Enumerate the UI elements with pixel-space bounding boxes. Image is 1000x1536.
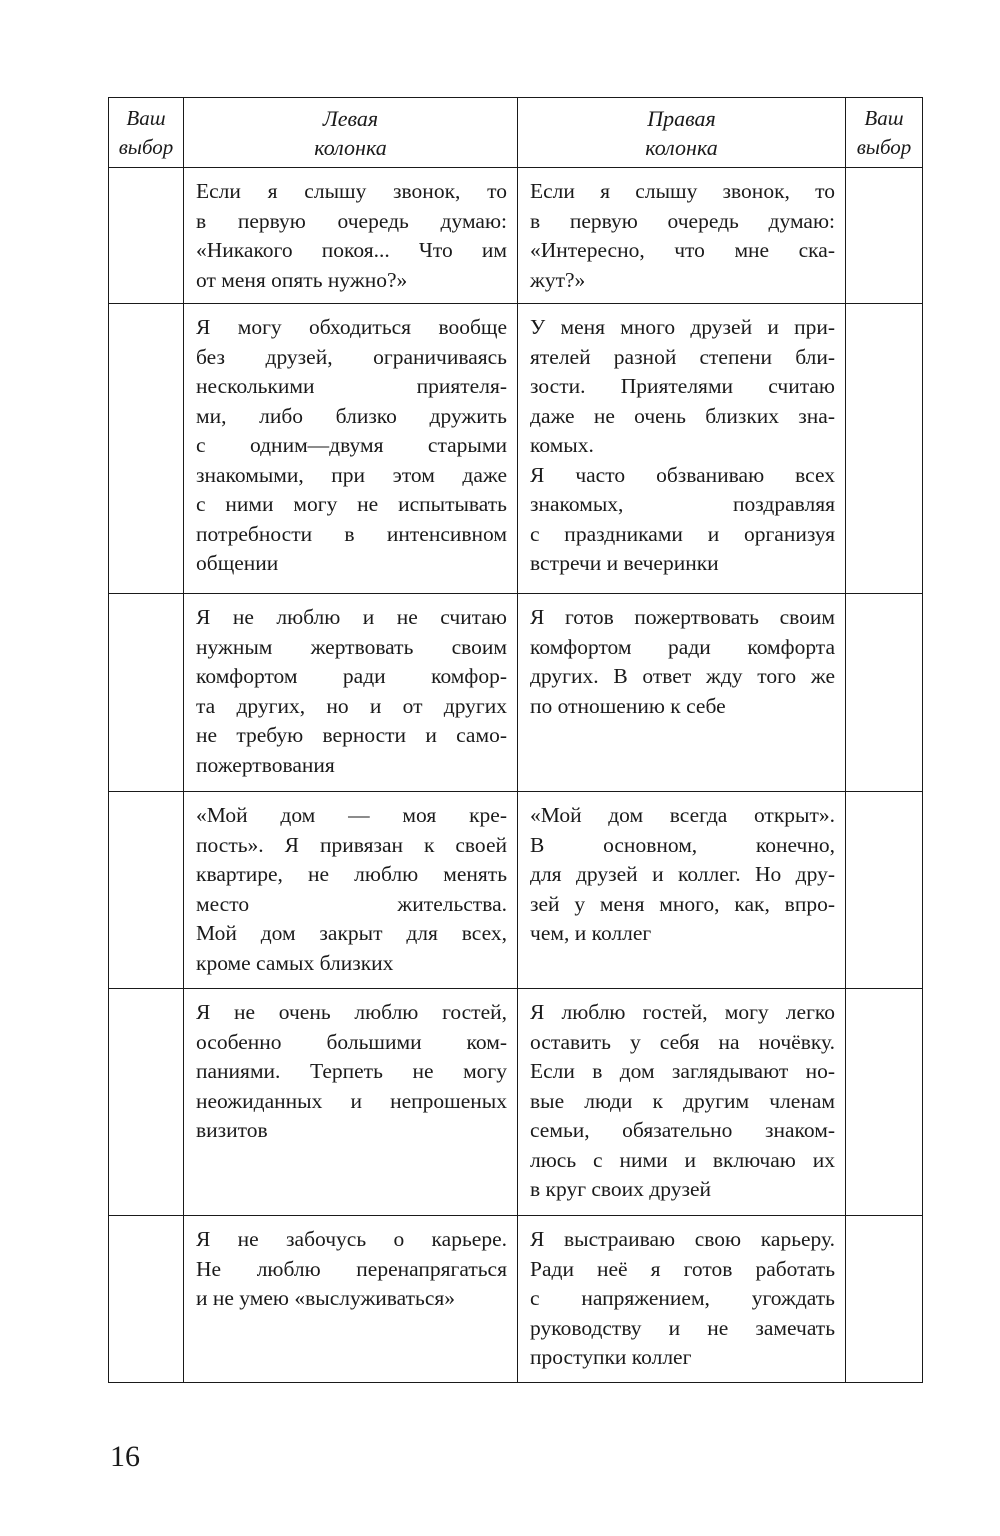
statement-line: «Мой дом — моя кре- xyxy=(196,803,507,827)
right-statement-cell xyxy=(518,989,846,1216)
statement-line: общении xyxy=(196,551,279,575)
choice-right-cell[interactable] xyxy=(846,168,923,304)
statement-line: в круг своих друзей xyxy=(530,1177,712,1201)
statement-line: Если я слышу звонок, то xyxy=(196,179,507,203)
statement-line: в первую очередь думаю: xyxy=(530,208,835,233)
statement-line: ми, либо близко дружить xyxy=(196,403,507,428)
statement-line: от меня опять нужно?» xyxy=(196,267,408,292)
right-statement-cell xyxy=(518,168,846,304)
statement-line: паниями. Терпеть не могу xyxy=(196,1059,507,1083)
choice-right-cell[interactable] xyxy=(846,304,923,594)
statement-line: оставить у себя на ночёвку. xyxy=(530,1029,835,1054)
statement-line: В основном, конечно, xyxy=(530,832,835,857)
choice-right-cell[interactable] xyxy=(846,989,923,1216)
page-number: 16 xyxy=(110,1440,140,1473)
left-statement-cell xyxy=(184,594,518,792)
statement-line: жут?» xyxy=(530,267,586,292)
statement-line: Не люблю перенапрягаться xyxy=(196,1256,507,1281)
choice-right-cell[interactable] xyxy=(846,1216,923,1383)
statement-line: несколькими приятеля- xyxy=(196,374,507,398)
statement-line: пость». Я привязан к своей xyxy=(196,832,507,857)
statement-line: с праздниками и организуя xyxy=(530,521,835,546)
statement-line: комфортом ради комфор- xyxy=(196,664,507,688)
statement-line: даже не очень близких зна- xyxy=(530,403,835,428)
statement-line: встречи и вечеринки xyxy=(530,551,719,575)
table-row xyxy=(109,792,923,989)
comparison-table xyxy=(108,97,923,1383)
choice-right-cell[interactable] xyxy=(846,594,923,792)
statement-line: Если в дом заглядывают но- xyxy=(530,1059,835,1083)
statement-line: в первую очередь думаю: xyxy=(196,208,507,233)
left-statement-cell xyxy=(184,792,518,989)
right-statement-cell xyxy=(518,792,846,989)
statement-line: квартире, не люблю менять xyxy=(196,862,507,886)
statement-line: без друзей, ограничиваясь xyxy=(196,344,507,369)
statement-line: с ними могу не испытывать xyxy=(196,492,507,516)
statement-line: других. В ответ жду того же xyxy=(530,664,835,688)
statement-line: та других, но и от других xyxy=(196,693,507,718)
statement-line: вые люди к другим членам xyxy=(530,1088,835,1113)
statement-line: Ради неё я готов работать xyxy=(530,1256,835,1281)
statement-line: Я люблю гостей, могу легко xyxy=(530,1000,835,1024)
statement-line: Я часто обзваниваю всех xyxy=(530,462,835,487)
statement-line: место жительства. xyxy=(196,891,507,916)
choice-left-cell[interactable] xyxy=(109,1216,184,1383)
choice-right-cell[interactable] xyxy=(846,792,923,989)
statement-line: с одним—двумя старыми xyxy=(196,433,507,457)
statement-line: Если я слышу звонок, то xyxy=(530,179,835,203)
left-statement-cell xyxy=(184,304,518,594)
statement-line: комых. xyxy=(530,433,594,457)
choice-left-cell[interactable] xyxy=(109,594,184,792)
header-choice-left: Ваш выбор xyxy=(109,98,184,168)
left-statement-cell xyxy=(184,989,518,1216)
statement-line: зей у меня много, как, впро- xyxy=(530,891,835,916)
statement-line: комфортом ради комфорта xyxy=(530,634,835,659)
choice-left-cell[interactable] xyxy=(109,792,184,989)
statement-line: знакомыми, при этом даже xyxy=(196,462,507,487)
table-row xyxy=(109,1216,923,1383)
statement-line: «Интересно, что мне ска- xyxy=(530,238,835,262)
statement-line: нужным жертвовать своим xyxy=(196,634,507,659)
header-right-column: Правая колонка xyxy=(518,98,846,168)
left-statement-cell xyxy=(184,168,518,304)
statement-line: по отношению к себе xyxy=(530,693,726,718)
statement-line: визитов xyxy=(196,1118,268,1142)
choice-left-cell[interactable] xyxy=(109,989,184,1216)
right-statement-cell xyxy=(518,304,846,594)
table-header-row xyxy=(109,98,923,168)
statement-line: семьи, обязательно знаком- xyxy=(530,1118,835,1142)
statement-line: кроме самых близких xyxy=(196,950,394,975)
statement-line: пожертвования xyxy=(196,752,335,777)
statement-line: Я могу обходиться вообще xyxy=(196,315,507,339)
header-choice-right: Ваш выбор xyxy=(846,98,923,168)
statement-line: Я готов пожертвовать своим xyxy=(530,605,835,629)
statement-line: особенно большими ком- xyxy=(196,1029,507,1054)
statement-line: Я не забочусь о карьере. xyxy=(196,1227,507,1251)
statement-line: с напряжением, угождать xyxy=(530,1286,835,1310)
statement-line: «Никакого покоя... Что им xyxy=(196,238,507,262)
statement-line: зости. Приятелями считаю xyxy=(530,374,835,398)
statement-line: Мой дом закрыт для всех, xyxy=(196,921,507,945)
table-row xyxy=(109,304,923,594)
left-statement-cell xyxy=(184,1216,518,1383)
statement-line: проступки коллег xyxy=(530,1345,692,1369)
choice-left-cell[interactable] xyxy=(109,304,184,594)
right-statement-cell xyxy=(518,1216,846,1383)
statement-line: неожиданных и непрошеных xyxy=(196,1088,507,1113)
statement-line: руководству и не замечать xyxy=(530,1315,835,1340)
statement-line: ятелей разной степени бли- xyxy=(530,344,835,369)
statement-line: и не умею «выслуживаться» xyxy=(196,1286,456,1310)
right-statement-cell xyxy=(518,594,846,792)
statement-line: потребности в интенсивном xyxy=(196,521,507,546)
choice-left-cell[interactable] xyxy=(109,168,184,304)
header-left-column: Левая колонка xyxy=(184,98,518,168)
statement-line: для друзей и коллег. Но дру- xyxy=(530,862,835,886)
statement-line: «Мой дом всегда открыт». xyxy=(530,803,835,827)
statement-line: Я не очень люблю гостей, xyxy=(196,1000,507,1024)
statement-line: люсь с ними и включаю их xyxy=(530,1147,835,1172)
table-row xyxy=(109,594,923,792)
statement-line: Я не люблю и не считаю xyxy=(196,605,507,629)
table-row xyxy=(109,168,923,304)
statement-line: У меня много друзей и при- xyxy=(530,315,835,339)
statement-line: Я выстраиваю свою карьеру. xyxy=(530,1227,835,1251)
statement-line: знакомых, поздравляя xyxy=(530,492,835,516)
statement-line: не требую верности и само- xyxy=(196,723,507,747)
table-row xyxy=(109,989,923,1216)
statement-line: чем, и коллег xyxy=(530,921,652,945)
